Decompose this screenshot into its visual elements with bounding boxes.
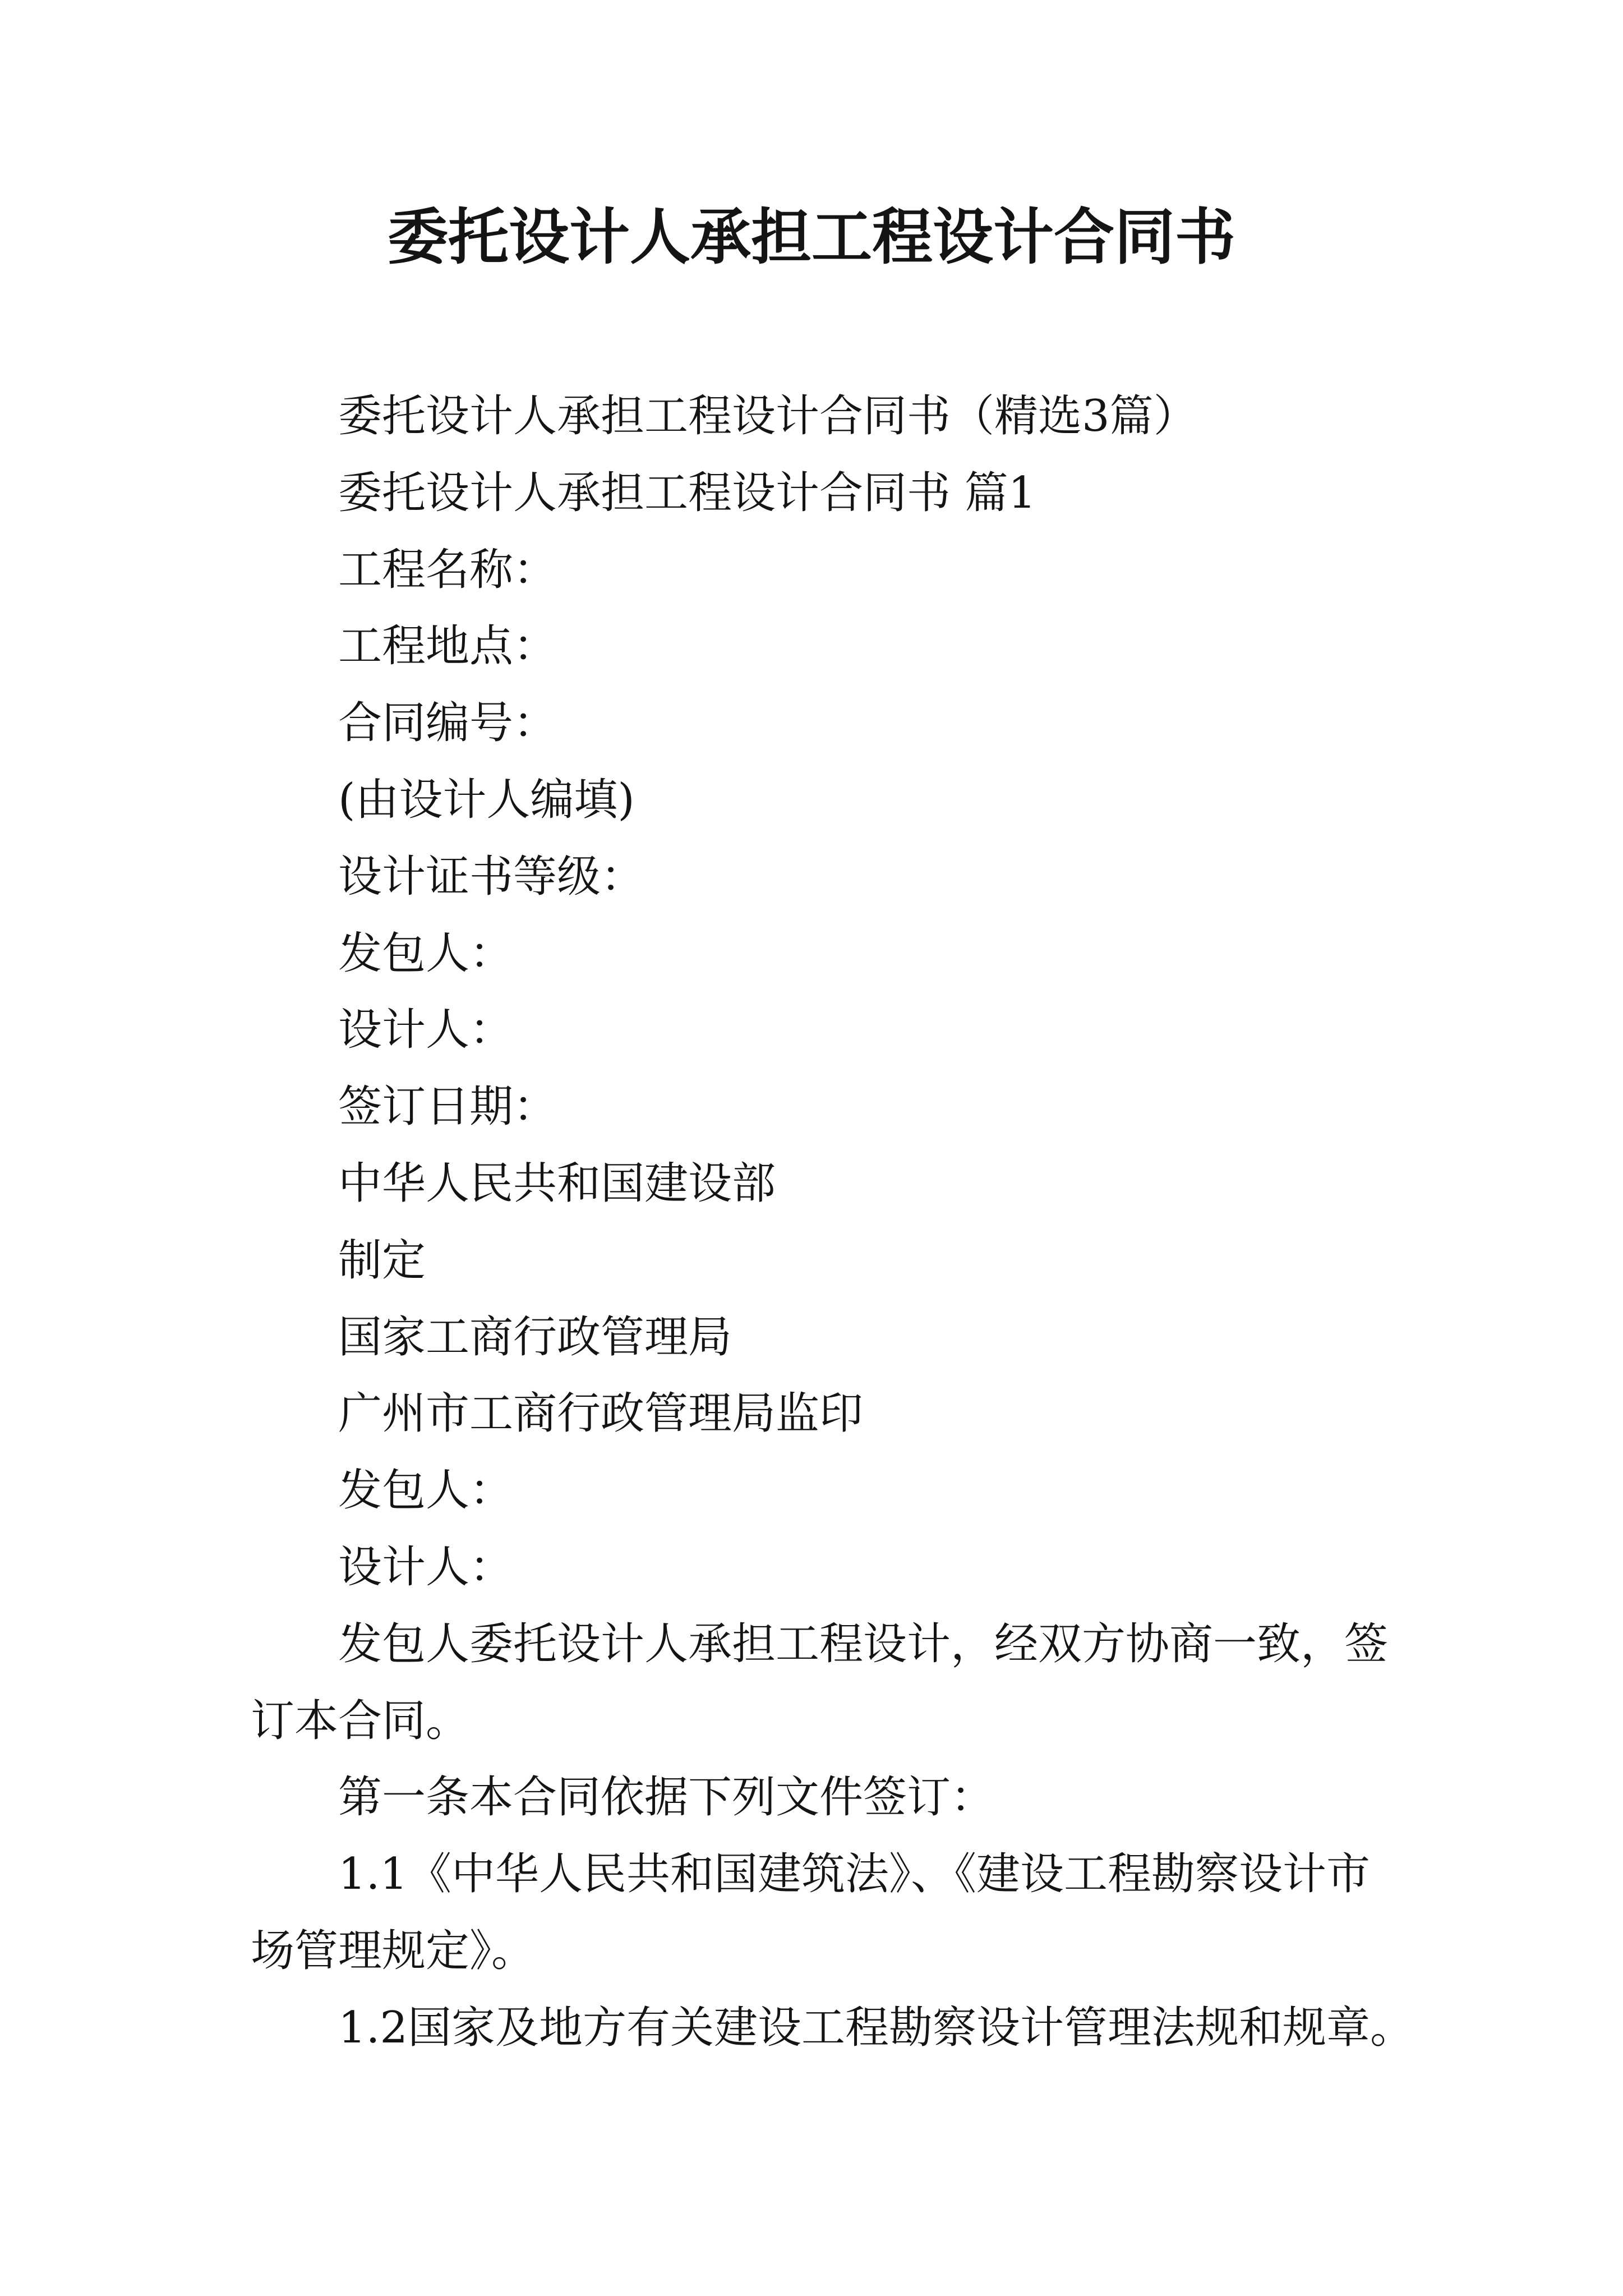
issuer-guangzhou-saic-seal: [251, 1375, 1428, 1452]
clause-1-2: [251, 1990, 1428, 2067]
issuer-formulated: [251, 1222, 1428, 1299]
field-designer: [251, 992, 1428, 1069]
paragraph-line: 广州市工商行政管理局监印: [338, 1388, 864, 1439]
paragraph-line: 设计人：: [338, 1542, 514, 1593]
clause-1-1: [251, 1836, 1428, 1990]
paragraph-line: 工程地点：: [338, 621, 557, 672]
party-employer: [251, 1452, 1428, 1529]
paragraph-line: 1.1《中华人民共和国建筑法》、《建设工程勘察设计市: [338, 1849, 1371, 1900]
paragraph-line: 发包人：: [338, 1465, 514, 1516]
document-body: [251, 378, 1428, 2067]
paragraph-line: 场管理规定》。: [251, 1925, 536, 1976]
paragraph-line: 委托设计人承担工程设计合同书 篇1: [338, 467, 1036, 518]
field-signing-date: [251, 1069, 1428, 1145]
paragraph-line: 设计证书等级：: [338, 851, 645, 902]
field-project-name: [251, 532, 1428, 609]
issuer-saic: [251, 1299, 1428, 1376]
paragraph-line: 合同编号：: [338, 698, 557, 749]
field-project-location: [251, 608, 1428, 685]
field-contract-number: [251, 685, 1428, 762]
paragraph-line: 委托设计人承担工程设计合同书（精选3篇）: [338, 391, 1197, 441]
paragraph-line: 签订日期：: [338, 1082, 557, 1133]
collection-title: [251, 378, 1428, 455]
paragraph-line: 设计人：: [338, 1005, 514, 1056]
paragraph-line: 国家工商行政管理局: [338, 1312, 732, 1363]
paragraph-line: 发包人：: [338, 928, 514, 979]
article-heading: [251, 455, 1428, 532]
paragraph-line: 1.2国家及地方有关建设工程勘察设计管理法规和规章。: [338, 2002, 1414, 2053]
field-contract-number-note: [251, 762, 1428, 839]
issuer-ministry: [251, 1145, 1428, 1222]
page-title: 委托设计人承担工程设计合同书: [387, 202, 1235, 273]
paragraph-line: 发包人委托设计人承担工程设计，经双方协商一致，签: [338, 1618, 1389, 1669]
field-employer: [251, 915, 1428, 992]
paragraph-line: 工程名称：: [338, 544, 557, 595]
paragraph-line: 中华人民共和国建设部: [338, 1158, 776, 1209]
paragraph-line: 制定: [338, 1235, 426, 1286]
paragraph-line: 第一条本合同依据下列文件签订：: [338, 1772, 995, 1823]
contract-preamble: [251, 1606, 1428, 1760]
party-designer: [251, 1529, 1428, 1606]
article-1-heading: [251, 1759, 1428, 1836]
paragraph-line: (由设计人编填): [338, 774, 635, 825]
field-design-certificate-grade: [251, 839, 1428, 915]
paragraph-line: 订本合同。: [251, 1695, 470, 1746]
